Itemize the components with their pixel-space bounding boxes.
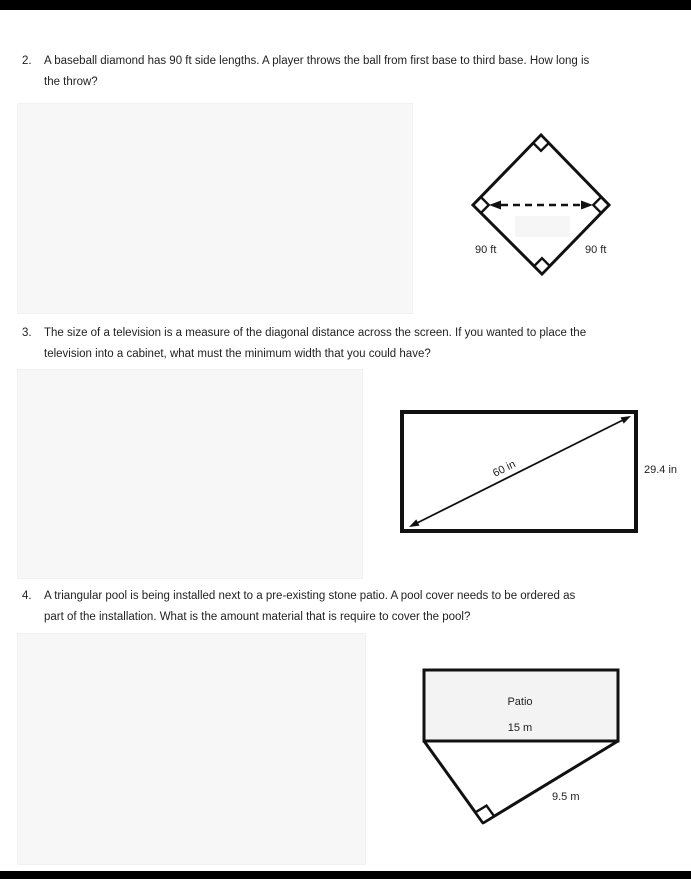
patio-width-label: 15 m bbox=[507, 722, 533, 734]
problem-2-text bbox=[44, 51, 669, 93]
television-diagram bbox=[395, 405, 691, 545]
problem-4-line1: A triangular pool is being installed next to a pre-existing stone patio. A pool cover needs to be ordered as bbox=[44, 590, 576, 602]
work-area-problem-4 bbox=[17, 633, 366, 865]
work-area-problem-2 bbox=[17, 103, 413, 314]
problem-2-number: 2. bbox=[22, 55, 32, 67]
problem-4-text bbox=[44, 586, 669, 628]
pool-patio-diagram bbox=[415, 660, 645, 838]
pool-hypotenuse-side bbox=[483, 741, 618, 823]
problem-3-line2: television into a cabinet, what must the minimum width that you could have? bbox=[44, 348, 431, 360]
pool-left-side bbox=[424, 741, 483, 823]
work-area-problem-3 bbox=[17, 369, 363, 579]
patio-label: Patio bbox=[507, 696, 533, 708]
top-black-bar bbox=[0, 0, 691, 10]
bottom-black-bar bbox=[0, 871, 691, 879]
problem-3-line1: The size of a television is a measure of the diagonal distance across the screen. If you wanted to place the bbox=[44, 327, 587, 339]
problem-2-line1: A baseball diamond has 90 ft side lengths. A player throws the ball from first base to third base. How long is bbox=[44, 55, 590, 67]
side-length-label-right: 90 ft bbox=[585, 244, 607, 256]
diagonal-length-label: 60 in bbox=[490, 458, 518, 480]
problem-3-text bbox=[44, 323, 669, 365]
right-angle-marker bbox=[475, 806, 494, 823]
problem-4-line2: part of the installation. What is the amount material that is require to cover the pool? bbox=[44, 611, 471, 623]
height-label: 29.4 in bbox=[644, 464, 678, 476]
problem-2-line2: the throw? bbox=[44, 76, 98, 88]
baseball-diamond-diagram bbox=[455, 120, 635, 285]
problem-4-number: 4. bbox=[22, 590, 32, 602]
diamond-inner-shade bbox=[515, 216, 570, 237]
side-length-label-left: 90 ft bbox=[475, 244, 497, 256]
pool-side-length-label: 9.5 m bbox=[552, 791, 580, 803]
problem-3-number: 3. bbox=[22, 327, 32, 339]
